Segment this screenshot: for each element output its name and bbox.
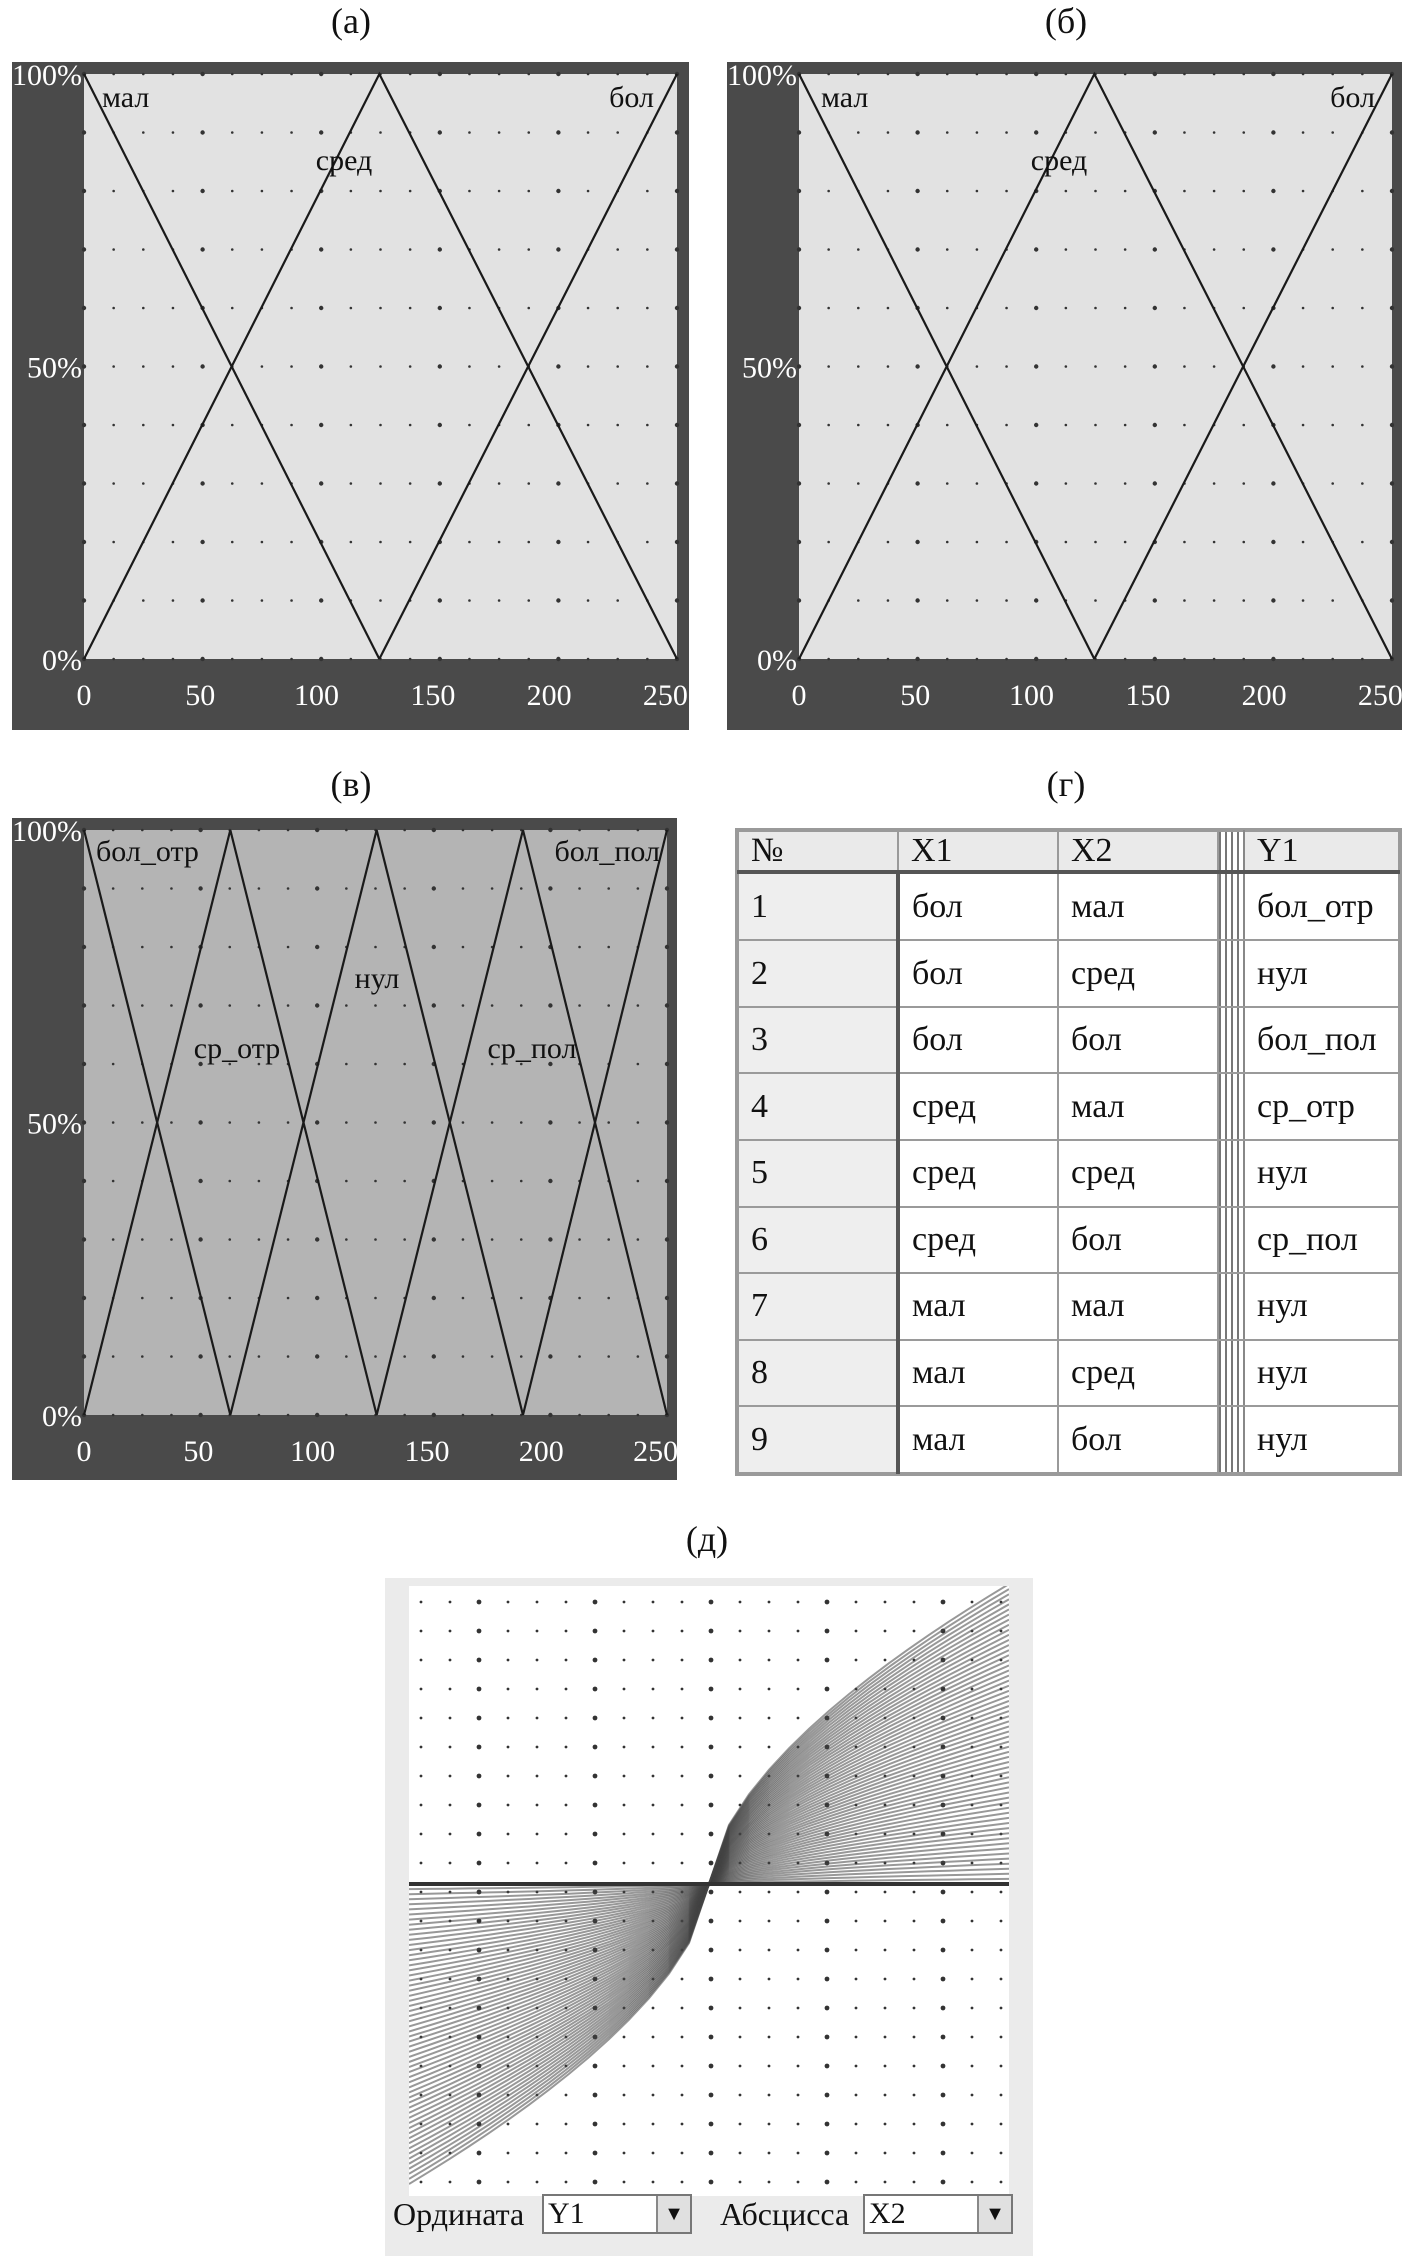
- rule-number[interactable]: 7: [738, 1273, 898, 1340]
- y-tick-label: 50%: [27, 1107, 82, 1141]
- membership-chart-b: [727, 59, 1403, 730]
- y-tick-label: 0%: [42, 1400, 82, 1433]
- x-tick-label: 50: [183, 1435, 214, 1468]
- chart-svg-a: [12, 59, 689, 730]
- x-tick-label: 200: [526, 679, 572, 712]
- y-tick-label: 100%: [727, 59, 797, 92]
- rule-x1[interactable]: бол: [898, 872, 1058, 940]
- table-row[interactable]: [738, 1273, 1399, 1340]
- header-x2[interactable]: X2: [1058, 831, 1218, 872]
- rule-y1[interactable]: ср_отр: [1244, 1073, 1399, 1140]
- chevron-down-icon[interactable]: ▼: [977, 2196, 1011, 2232]
- term-label: нул: [354, 962, 400, 995]
- rule-x1[interactable]: мал: [898, 1340, 1058, 1407]
- splitter-cell[interactable]: [1218, 1273, 1244, 1340]
- column-splitter[interactable]: [1218, 831, 1244, 872]
- ordinate-value: Y1: [548, 2197, 585, 2230]
- x-tick-label: 150: [404, 1435, 450, 1468]
- term-label: бол_пол: [554, 835, 660, 868]
- splitter-cell[interactable]: [1218, 1140, 1244, 1207]
- x-tick-label: 0: [76, 679, 92, 712]
- x-tick-label: 50: [185, 679, 216, 712]
- rule-y1[interactable]: ср_пол: [1244, 1207, 1399, 1274]
- rule-x2[interactable]: мал: [1058, 872, 1218, 940]
- x-tick-label: 150: [1125, 679, 1171, 712]
- term-label: ср_отр: [193, 1032, 281, 1065]
- chart-svg-b: [727, 59, 1403, 730]
- rule-y1[interactable]: нул: [1244, 1140, 1399, 1207]
- rule-x2[interactable]: бол: [1058, 1007, 1218, 1074]
- splitter-cell[interactable]: [1218, 1207, 1244, 1274]
- rule-x2[interactable]: бол: [1058, 1406, 1218, 1473]
- rule-x1[interactable]: сред: [898, 1073, 1058, 1140]
- rule-y1[interactable]: нул: [1244, 940, 1399, 1007]
- caption-g: (г): [1046, 764, 1086, 804]
- rule-y1[interactable]: нул: [1244, 1340, 1399, 1407]
- rule-x1[interactable]: бол: [898, 940, 1058, 1007]
- rule-number[interactable]: 8: [738, 1340, 898, 1407]
- rule-x1[interactable]: мал: [898, 1273, 1058, 1340]
- table-row[interactable]: [738, 872, 1399, 940]
- chart-svg-v: [12, 815, 679, 1480]
- rule-number[interactable]: 2: [738, 940, 898, 1007]
- y-tick-label: 100%: [12, 59, 82, 92]
- splitter-cell[interactable]: [1218, 1073, 1244, 1140]
- x-tick-label: 50: [900, 679, 931, 712]
- membership-chart-a: [12, 59, 689, 730]
- term-label: сред: [1030, 144, 1088, 177]
- ordinate-select[interactable]: [542, 2194, 692, 2234]
- x-tick-label: 0: [791, 679, 807, 712]
- y-tick-label: 50%: [27, 351, 82, 385]
- y-tick-label: 50%: [742, 351, 797, 385]
- table-row[interactable]: [738, 1406, 1399, 1473]
- splitter-cell[interactable]: [1218, 872, 1244, 940]
- header-y1[interactable]: Y1: [1244, 831, 1399, 872]
- term-label: мал: [821, 81, 869, 114]
- rule-number[interactable]: 6: [738, 1207, 898, 1274]
- x-tick-label: 250: [1357, 679, 1403, 712]
- rule-y1[interactable]: бол_отр: [1244, 872, 1399, 940]
- abscissa-value: X2: [869, 2197, 906, 2230]
- response-surface-panel: [385, 1578, 1033, 2256]
- y-tick-label: 100%: [12, 815, 82, 848]
- x-tick-label: 250: [633, 1435, 679, 1468]
- term-label: мал: [102, 81, 150, 114]
- rules-table[interactable]: [735, 828, 1402, 1476]
- y-tick-label: 0%: [757, 644, 797, 677]
- rule-x1[interactable]: сред: [898, 1140, 1058, 1207]
- splitter-cell[interactable]: [1218, 940, 1244, 1007]
- table-row[interactable]: [738, 1007, 1399, 1074]
- rule-number[interactable]: 3: [738, 1007, 898, 1074]
- table-row[interactable]: [738, 1140, 1399, 1207]
- splitter-cell[interactable]: [1218, 1340, 1244, 1407]
- abscissa-select[interactable]: [863, 2194, 1013, 2234]
- term-label: бол: [609, 81, 654, 114]
- rule-x2[interactable]: сред: [1058, 940, 1218, 1007]
- rule-y1[interactable]: нул: [1244, 1273, 1399, 1340]
- rule-x1[interactable]: сред: [898, 1207, 1058, 1274]
- rule-number[interactable]: 5: [738, 1140, 898, 1207]
- rule-number[interactable]: 4: [738, 1073, 898, 1140]
- table-row[interactable]: [738, 1340, 1399, 1407]
- x-tick-label: 200: [518, 1435, 564, 1468]
- ordinate-label: Ордината: [393, 2196, 525, 2232]
- caption-a: (а): [331, 1, 371, 41]
- membership-chart-v: [12, 815, 679, 1480]
- x-tick-label: 100: [294, 679, 340, 712]
- table-row[interactable]: [738, 1207, 1399, 1274]
- term-label: ср_пол: [487, 1032, 577, 1065]
- rules-header-row: [738, 831, 1399, 872]
- header-num[interactable]: №: [738, 831, 898, 872]
- x-tick-label: 100: [1009, 679, 1055, 712]
- rule-number[interactable]: 9: [738, 1406, 898, 1473]
- splitter-cell[interactable]: [1218, 1406, 1244, 1473]
- rule-x2[interactable]: мал: [1058, 1273, 1218, 1340]
- term-label: бол_отр: [96, 835, 199, 868]
- y-tick-label: 0%: [42, 644, 82, 677]
- caption-v: (в): [330, 764, 372, 804]
- x-tick-label: 100: [290, 1435, 336, 1468]
- x-tick-label: 150: [410, 679, 456, 712]
- header-x1[interactable]: X1: [898, 831, 1058, 872]
- rule-x2[interactable]: сред: [1058, 1140, 1218, 1207]
- x-tick-label: 250: [642, 679, 688, 712]
- term-label: бол: [1330, 81, 1375, 114]
- rule-x1[interactable]: бол: [898, 1007, 1058, 1074]
- rule-x2[interactable]: сред: [1058, 1340, 1218, 1407]
- rule-x2[interactable]: бол: [1058, 1207, 1218, 1274]
- table-row[interactable]: [738, 940, 1399, 1007]
- rule-number[interactable]: 1: [738, 872, 898, 940]
- splitter-cell[interactable]: [1218, 1007, 1244, 1074]
- x-tick-label: 200: [1241, 679, 1287, 712]
- caption-b: (б): [1044, 1, 1088, 41]
- rule-x2[interactable]: мал: [1058, 1073, 1218, 1140]
- rule-y1[interactable]: нул: [1244, 1406, 1399, 1473]
- term-label: сред: [315, 144, 373, 177]
- x-tick-label: 0: [76, 1435, 92, 1468]
- caption-d: (д): [685, 1519, 729, 1559]
- table-row[interactable]: [738, 1073, 1399, 1140]
- response-surface-plot: [409, 1586, 1009, 2196]
- rule-x1[interactable]: мал: [898, 1406, 1058, 1473]
- rule-y1[interactable]: бол_пол: [1244, 1007, 1399, 1074]
- chevron-down-icon[interactable]: ▼: [656, 2196, 690, 2232]
- abscissa-label: Абсцисса: [720, 2196, 850, 2232]
